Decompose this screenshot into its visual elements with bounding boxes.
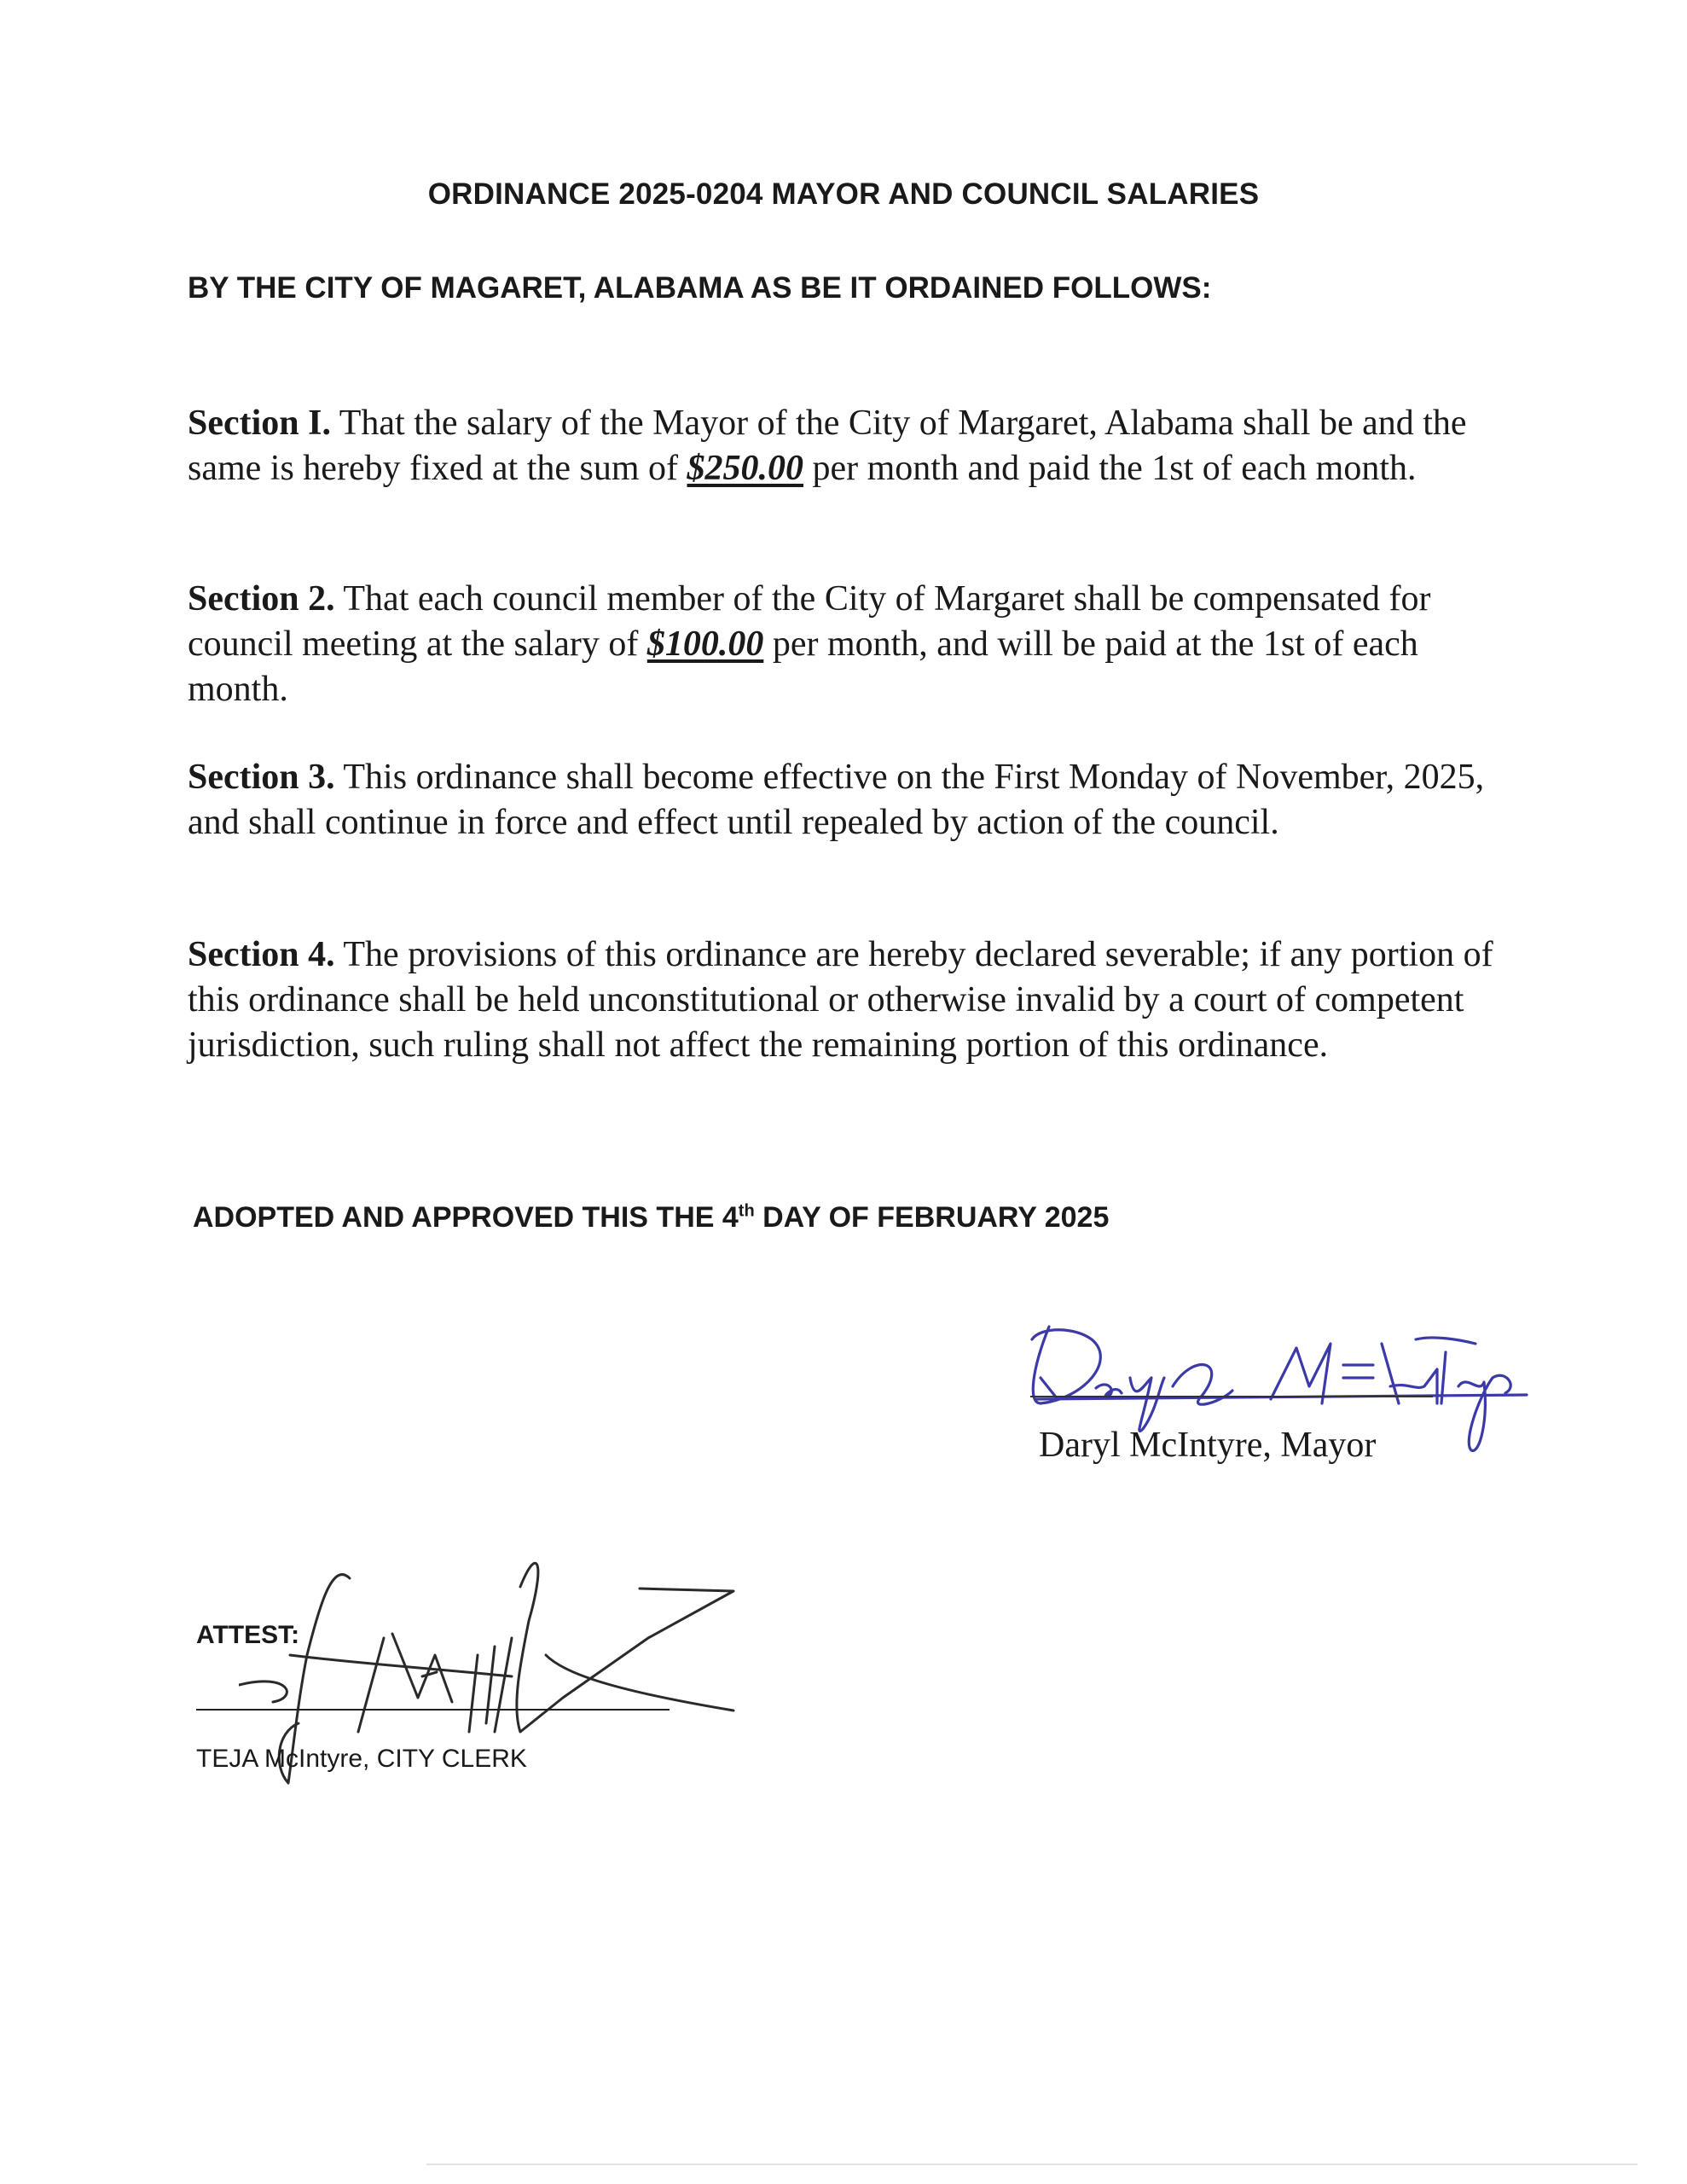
section-1-amount: $250.00: [687, 449, 803, 488]
clerk-name: TEJA McIntyre, CITY CLERK: [196, 1745, 527, 1773]
section-1-text-before: That the salary of the Mayor of the City of Margaret, Alabama shall be and the same is hereby fixed at the sum of: [188, 404, 1467, 488]
section-2: [188, 577, 1501, 712]
section-3: [188, 755, 1501, 845]
section-4: [188, 932, 1501, 1068]
section-2-label: Section 2.: [188, 579, 335, 619]
mayor-name: Daryl McIntyre, Mayor: [1039, 1426, 1377, 1465]
clerk-signature-line: [196, 1709, 670, 1711]
section-4-label: Section 4.: [188, 935, 335, 974]
section-2-text-before: That each council member of the City of Margaret shall be compensated for council meeting at the salary of: [188, 579, 1431, 664]
section-1-text-after: per month and paid the 1st of each month.: [803, 449, 1417, 488]
adoption-ordinal: th: [738, 1201, 755, 1221]
document-subtitle: BY THE CITY OF MAGARET, ALABAMA AS BE IT ORDAINED FOLLOWS:: [188, 271, 1212, 305]
section-1: [188, 401, 1501, 491]
section-3-text: This ordinance shall become effective on the First Monday of November, 2025, and shall continue in force and effect until repealed by action of the council.: [188, 758, 1485, 842]
section-1-label: Section I.: [188, 404, 331, 443]
adoption-suffix: DAY OF FEBRUARY 2025: [754, 1201, 1110, 1234]
section-3-label: Section 3.: [188, 758, 335, 797]
attest-label: ATTEST:: [196, 1621, 300, 1649]
document-title: ORDINANCE 2025-0204 MAYOR AND COUNCIL SALARIES: [427, 177, 1260, 211]
adoption-prefix: ADOPTED AND APPROVED THIS THE 4: [193, 1201, 739, 1234]
page-bottom-rule: [426, 2164, 1638, 2165]
adoption-statement: [193, 1201, 1109, 1234]
mayor-signature-line: [1030, 1396, 1433, 1397]
section-2-amount: $100.00: [646, 624, 764, 664]
section-2-text-after: per month, and will be paid at the 1st of each month.: [188, 624, 1418, 709]
section-4-text: The provisions of this ordinance are hereby declared severable; if any portion of this ordinance shall be held unconstitutional or otherwise invalid by a court of competent jurisdiction, such ruling shall not affect the remaining portion of this ordinance.: [188, 935, 1493, 1065]
